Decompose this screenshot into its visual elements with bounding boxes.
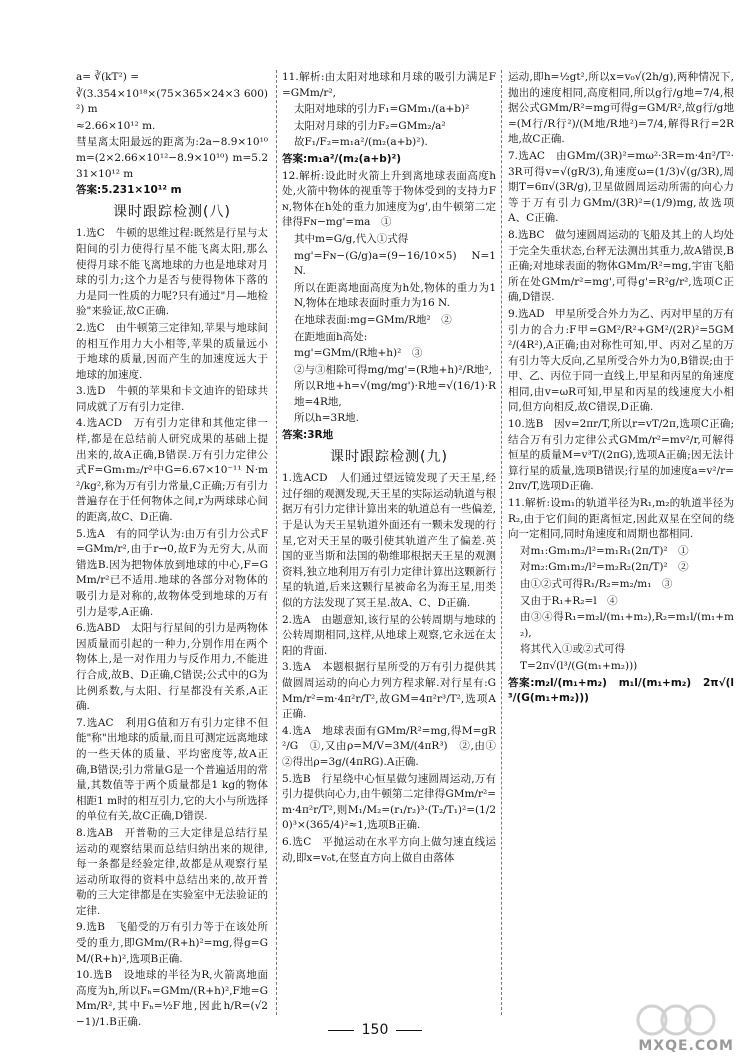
text-block: 10.选B 因v=2πr/T,所以r=vT/2π,选项C正确;结合万有引力定律公式GMm/r²=mv²/r,可解得恒星的质量M=v³T/(2πG),选项A正确;因无法计算行星的质量,选项B错误;行星的加速度a=v²/r=2πv/T,选项D正确. [508, 418, 734, 493]
text-block: 2.选A 由题意知,该行星的公转周期与地球的公转周期相同,这样,从地球上观察,它永远在太阳的背面. [282, 613, 496, 657]
text-block: 4.选ACD 万有引力定律和其他定律一样,都是在总结前人研究成果的基础上提出来的,故A正确,B错误.万有引力定律公式F=Gm₁m₂/r²中G=6.67×10⁻¹¹ N·m²/kg²,称为万有引力常量,C正确;万有引力普遍存在于任何物体之间,r为两球球心间的距离,故C、D正确. [76, 417, 268, 524]
text-block: 1.选ACD 人们通过望远镜发现了天王星,经过仔细的观测发现,天王星的实际运动轨道与根据万有引力定律计算出来的轨道总有一些偏差,于是认为天王星轨道外面还有一颗未发现的行星,它对天王星的吸引使其轨道产生了偏差.英国的亚当斯和法国的勒维耶根据天王星的观测资料,独立地利用万有引力定律计算出这颗新行星的轨道,后来这颗行星被命名为海王星,用类似的方法发现了冥王星.故A、C、D正确. [282, 472, 496, 609]
text-block: 由①②式可得R₁/R₂=m₂/m₁ ③ [520, 578, 673, 590]
text-block: 所以h=3R地. [294, 412, 359, 425]
text-block: 在距地面h高处: [294, 330, 368, 343]
text-block: 8.选AB 开普勒的三大定律是总结行星运动的观察结果而总结归纳出来的规律,每一条都是经验定律,故都是从观察行星运动所取得的资料中总结出来的,故开普勒的三大定律都是在实验室中无法验证的定律. [76, 826, 268, 917]
footer-dash-left [328, 1030, 354, 1031]
column-right [508, 70, 734, 1010]
text-block: 7.选AC 由GMm/(3R)²=mω²·3R=m·4π²/T²·3R可得v=√(gR/3),角速度ω=(1/3)√(g/3R),周期T=6π√(3R/g),卫星做圆周运动所需的向心力等于万有引力GMm/(3R)²=(1/9)mg,故选项A、C正确. [508, 149, 734, 225]
column-middle [282, 70, 496, 1010]
text-block: 对m₂:Gm₁m₂/l²=m₂R₂(2π/T)² ② [520, 561, 689, 574]
text-block: T=2π√(l³/(G(m₁+m₂))) [520, 659, 638, 672]
column-divider [501, 70, 502, 1015]
text-block: 9.选AD 甲星所受合外力为乙、丙对甲星的万有引力的合力:F甲=GM²/R²+GM²/(2R)²=5GM²/(4R²),A正确;由对称性可知,甲、丙对乙星的万有引力等大反向,乙星所受合外力为0,B错误;由于甲、乙、丙位于同一直线上,甲星和丙星的角速度相同,由v=ωR可知,甲星和丙星的线速度大小相同,但方向相反,故C错误,D正确. [508, 307, 734, 414]
text-block: 将其代入①或②式可得 [520, 643, 625, 656]
text-block: 3.选A 本题根据行星所受的万有引力提供其做圆周运动的向心力列方程求解.对行星有:GMm/r²=m·4π²r/T²,故GM=4π²r³/T²,选项A正确. [282, 661, 496, 721]
text-block: 5.选A 有的同学认为:由万有引力公式F=GMm/r²,由于r→0,故F为无穷大,从而错选B.因为把物体放到地球的中心,F=GMm/r²已不适用.地球的各部分对物体的吸引力是对称的,故物体受到地球的万有引力是零,A正确. [76, 527, 268, 618]
text-block: 故F₁/F₂=m₁a²/(m₂(a+b)²). [294, 136, 428, 149]
section-heading: 课时跟踪检测(八) [113, 203, 231, 220]
text-block: 6.选C 平抛运动在水平方向上做匀速直线运动,即x=v₀t,在竖直方向上做自由落体 [282, 835, 496, 864]
answer-line: 答案:m₁a²/(m₂(a+b)²) [282, 152, 401, 165]
text-block: 由③④得R₁=m₂l/(m₁+m₂),R₂=m₁l/(m₁+m₂), [520, 611, 734, 639]
text-block: 对m₁:Gm₁m₂/l²=m₁R₁(2π/T)² ① [520, 544, 689, 557]
text-block: 11.解析:由太阳对地球和月球的吸引力满足F=GMm/r², [282, 71, 496, 99]
text-block: 2.选C 由牛顿第三定律知,苹果与地球间的相互作用力大小相等,苹果的质量远小于地球的质量,因而产生的加速度远大于地球的加速度. [76, 321, 268, 381]
text-block: 10.选B 设地球的半径为R,火箭离地面高度为h,所以Fₕ=GMm/(R+h)²,F地=GMm/R²,其中Fₕ=½F地,因此h/R=(√2−1)/1.B正确. [76, 969, 268, 1029]
column-left [76, 70, 268, 1029]
text-block: 太阳对地球的引力F₁=GMm₁/(a+b)² [294, 103, 470, 116]
column-divider [276, 70, 277, 1015]
text-block: 所以R地+h=√(mg/mg')·R地=√(16/1)·R地=4R地, [294, 380, 496, 408]
text-block: 所以在距离地面高度为h处,物体的重力为1 N,物体在地球表面时重力为16 N. [294, 281, 496, 310]
text-block: mg'=Fɴ−(G/g)a=(9−16/10×5) N=1 N. [294, 249, 496, 278]
text-block: ≈2.66×10¹² m. [76, 119, 156, 132]
answer-line: 答案:3R地 [282, 429, 334, 442]
text-block: mg'=GMm/(R地+h)² ③ [294, 347, 423, 360]
text-block: 6.选ABD 太阳与行星间的引力是两物体因质量而引起的一种力,分别作用在两个物体上,是一对作用力与反作用力,不能进行合成,故B、D正确,C错误;公式中的G为比例系数,与太阳、行星都没有关系,A正确. [76, 622, 268, 713]
text-block: 又由于R₁+R₂=l ④ [520, 594, 618, 607]
answer-line: 答案:m₂l/(m₁+m₂) m₁l/(m₁+m₂) 2π√(l³/(G(m₁+m₂))) [508, 676, 734, 705]
text-block: 11.解析:设m₁的轨道半径为R₁,m₂的轨道半径为R₂,由于它们间的距离恒定,因此双星在空间的绕向一定相同,同时角速度和周期也都相同. [508, 497, 734, 541]
text-block: 8.选BC 做匀速圆周运动的飞船及其上的人均处于完全失重状态,台秤无法测出其重力,故A错误,B正确;对地球表面的物体GMm/R²=mg,宇宙飞船所在处GMm/r²=mg',可得g'=R²g/r²,选项C正确,D错误. [508, 228, 734, 304]
page-number: 150 [361, 1022, 389, 1038]
text-block: ∛(3.354×10¹⁸×(75×365×24×3 600)²) m [76, 87, 268, 116]
footer-dash-right [396, 1030, 422, 1031]
text-block: ②与③相除可得mg/mg'=(R地+h)²/R地², [294, 363, 492, 376]
text-block: 太阳对月球的引力F₂=GMm₂/a² [294, 119, 446, 132]
answer-line: 答案:5.231×10¹² m [76, 184, 182, 197]
text-block: 4.选A 地球表面有GMm/R²=mg,得M=gR²/G ①,又由ρ=M/V=3M/(4πR³) ②,由①②得出ρ=3g/(4πRG).A正确. [282, 724, 496, 768]
section-heading: 课时跟踪检测(九) [330, 448, 448, 465]
watermark-logo-icon [632, 1002, 736, 1042]
text-block: 12.解析:设此时火箭上升到离地球表面高度h处,火箭中物体的视重等于物体受到的支持力Fɴ,物体在h处的重力加速度为g',由牛顿第二定律得Fɴ−mg'=ma ① [282, 169, 496, 229]
text-block: 9.选B 飞船受的万有引力等于在该处所受的重力,即GMm/(R+h)²=mg,得g=GM/(R+h)²,选项B正确. [76, 921, 268, 965]
text-block: a= ∛(kT²) = [76, 71, 139, 83]
text-block: 1.选C 牛顿的思维过程:既然是行星与太阳间的引力使得行星不能飞离太阳,那么使得月球不能飞离地球的力也是地球对月球的引力;这个力是否与使得物体下落的力是同一性质的力呢?只有通过"月—地检验"来验证,故C正确. [76, 227, 268, 318]
text-block: 其中m=G/g,代入①式得 [294, 232, 409, 245]
text-block: 运动,即h=½gt²,所以x=v₀√(2h/g),两种情况下,抛出的速度相同,高度相同,所以g行/g地=7/4,根据公式GMm/R²=mg可得g=GM/R²,故g行/g地=(M行/R行²)/(M地/R地²)=7/4,解得R行=2R地,故C正确. [508, 71, 734, 146]
text-block: 5.选B 行星绕中心恒星做匀速圆周运动,万有引力提供向心力,由牛顿第二定律得GMm/r²=m·4π²r/T²,则M₁/M₂=(r₁/r₂)³·(T₂/T₁)²=(1/20)³×(365/4)²≈1,选项B正确. [282, 772, 496, 832]
text-block: 7.选AC 利用G值和万有引力定律不但能"称"出地球的质量,而且可测定远离地球的一些天体的质量、平均密度等,故A正确,B错误;引力常量G是一个普遍适用的常量,其数值等于两个质量都是1 kg的物体相距1 m时的相互引力,它的大小与所选择的单位有关,故C正确,D错误. [76, 716, 268, 823]
text-block: 彗星离太阳最远的距离为:2a−8.9×10¹⁰ m=(2×2.66×10¹²−8.9×10¹⁰) m=5.231×10¹² m [76, 136, 268, 180]
text-block: 3.选D 牛顿的苹果和卡文迪许的铅球共同成就了万有引力定律. [76, 385, 268, 413]
text-block: 在地球表面:mg=GMm/R地² ② [294, 313, 452, 326]
watermark-text: MXQE.COM [638, 1038, 734, 1054]
